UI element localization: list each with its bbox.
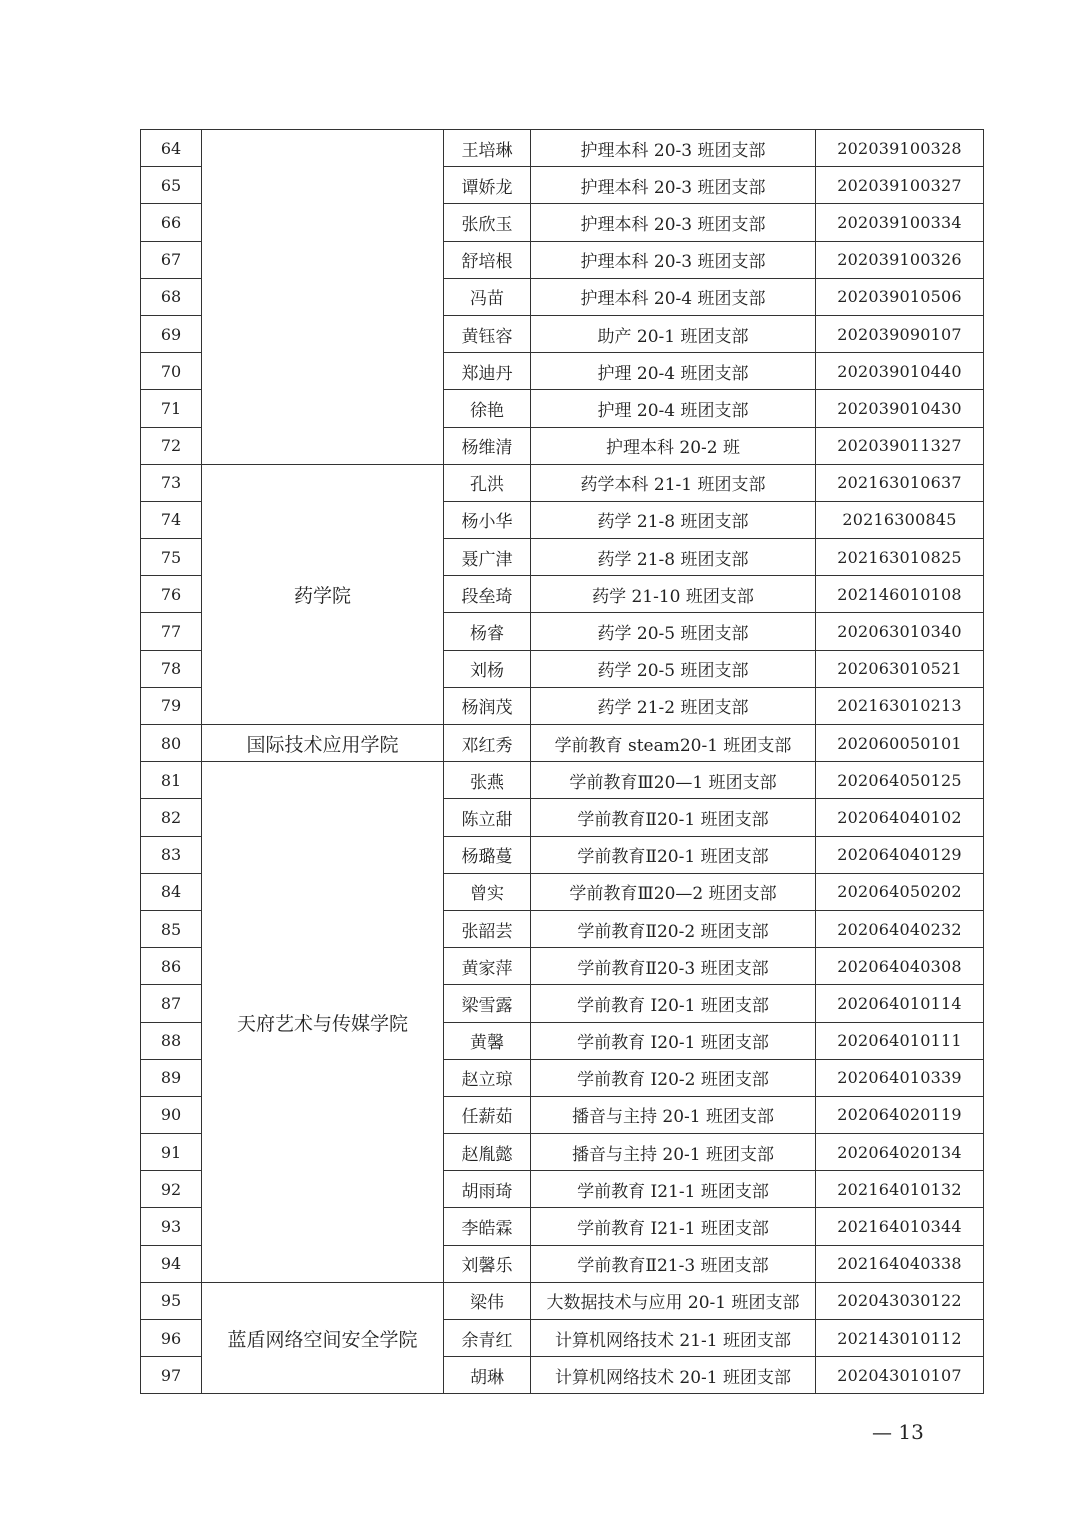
row-number-cell: 80 — [141, 725, 202, 762]
branch-cell: 计算机网络技术 21-1 班团支部 — [531, 1320, 816, 1357]
row-number-cell: 79 — [141, 687, 202, 724]
branch-cell: 护理本科 20-3 班团支部 — [531, 167, 816, 204]
branch-cell: 药学本科 21-1 班团支部 — [531, 464, 816, 501]
row-number-cell: 88 — [141, 1022, 202, 1059]
branch-cell: 学前教育 I21-1 班团支部 — [531, 1171, 816, 1208]
student-id-cell: 202043010107 — [816, 1357, 984, 1394]
branch-cell: 护理本科 20-3 班团支部 — [531, 130, 816, 167]
row-number-cell: 75 — [141, 539, 202, 576]
row-number-cell: 67 — [141, 241, 202, 278]
student-id-cell: 202164010132 — [816, 1171, 984, 1208]
branch-cell: 助产 20-1 班团支部 — [531, 315, 816, 352]
branch-cell: 学前教育Ⅱ20-1 班团支部 — [531, 836, 816, 873]
name-cell: 赵胤懿 — [444, 1134, 531, 1171]
name-cell: 胡雨琦 — [444, 1171, 531, 1208]
branch-cell: 护理 20-4 班团支部 — [531, 390, 816, 427]
row-number-cell: 94 — [141, 1245, 202, 1282]
name-cell: 郑迪丹 — [444, 353, 531, 390]
student-id-cell: 202063010521 — [816, 650, 984, 687]
student-id-cell: 202064020134 — [816, 1134, 984, 1171]
branch-cell: 护理 20-4 班团支部 — [531, 353, 816, 390]
student-id-cell: 202064050202 — [816, 873, 984, 910]
row-number-cell: 66 — [141, 204, 202, 241]
row-number-cell: 97 — [141, 1357, 202, 1394]
branch-cell: 学前教育Ⅱ20-3 班团支部 — [531, 948, 816, 985]
row-number-cell: 73 — [141, 464, 202, 501]
page-number: — 13 — [872, 1420, 924, 1444]
name-cell: 杨润茂 — [444, 687, 531, 724]
branch-cell: 播音与主持 20-1 班团支部 — [531, 1134, 816, 1171]
name-cell: 梁伟 — [444, 1282, 531, 1319]
branch-cell: 药学 20-5 班团支部 — [531, 650, 816, 687]
branch-cell: 药学 21-10 班团支部 — [531, 576, 816, 613]
name-cell: 黄家萍 — [444, 948, 531, 985]
name-cell: 孔洪 — [444, 464, 531, 501]
name-cell: 杨睿 — [444, 613, 531, 650]
branch-cell: 护理本科 20-3 班团支部 — [531, 241, 816, 278]
student-id-cell: 202163010637 — [816, 464, 984, 501]
name-cell: 张韶芸 — [444, 910, 531, 947]
table-row — [141, 130, 984, 167]
row-number-cell: 76 — [141, 576, 202, 613]
student-id-cell: 202146010108 — [816, 576, 984, 613]
row-number-cell: 89 — [141, 1059, 202, 1096]
name-cell: 杨璐蔓 — [444, 836, 531, 873]
row-number-cell: 71 — [141, 390, 202, 427]
name-cell: 刘杨 — [444, 650, 531, 687]
student-id-cell: 202163010825 — [816, 539, 984, 576]
name-cell: 黄馨 — [444, 1022, 531, 1059]
student-id-cell: 202039090107 — [816, 315, 984, 352]
branch-cell: 药学 21-8 班团支部 — [531, 539, 816, 576]
branch-cell: 护理本科 20-2 班 — [531, 427, 816, 464]
branch-cell: 计算机网络技术 20-1 班团支部 — [531, 1357, 816, 1394]
branch-cell: 学前教育Ⅲ20—2 班团支部 — [531, 873, 816, 910]
branch-cell: 学前教育 I20-1 班团支部 — [531, 1022, 816, 1059]
name-cell: 杨小华 — [444, 501, 531, 538]
college-cell: 天府艺术与传媒学院 — [202, 762, 444, 1283]
name-cell: 曾实 — [444, 873, 531, 910]
student-id-cell: 202064040129 — [816, 836, 984, 873]
student-id-cell: 202064040102 — [816, 799, 984, 836]
row-number-cell: 69 — [141, 315, 202, 352]
college-cell — [202, 130, 444, 465]
branch-cell: 护理本科 20-4 班团支部 — [531, 278, 816, 315]
row-number-cell: 91 — [141, 1134, 202, 1171]
row-number-cell: 93 — [141, 1208, 202, 1245]
name-cell: 刘馨乐 — [444, 1245, 531, 1282]
student-id-cell: 202164040338 — [816, 1245, 984, 1282]
student-id-cell: 202063010340 — [816, 613, 984, 650]
table-row — [141, 1282, 984, 1319]
student-id-cell: 202064010114 — [816, 985, 984, 1022]
name-cell: 段垒琦 — [444, 576, 531, 613]
student-id-cell: 202064040308 — [816, 948, 984, 985]
branch-cell: 学前教育Ⅲ20—1 班团支部 — [531, 762, 816, 799]
student-id-cell: 202039010430 — [816, 390, 984, 427]
row-number-cell: 64 — [141, 130, 202, 167]
row-number-cell: 95 — [141, 1282, 202, 1319]
student-id-cell: 202039010440 — [816, 353, 984, 390]
name-cell: 谭娇龙 — [444, 167, 531, 204]
name-cell: 舒培根 — [444, 241, 531, 278]
student-id-cell: 202064020119 — [816, 1096, 984, 1133]
table-row — [141, 762, 984, 799]
name-cell: 杨维清 — [444, 427, 531, 464]
name-cell: 聂广津 — [444, 539, 531, 576]
branch-cell: 播音与主持 20-1 班团支部 — [531, 1096, 816, 1133]
name-cell: 王培琳 — [444, 130, 531, 167]
row-number-cell: 85 — [141, 910, 202, 947]
name-cell: 徐艳 — [444, 390, 531, 427]
row-number-cell: 90 — [141, 1096, 202, 1133]
branch-cell: 药学 21-2 班团支部 — [531, 687, 816, 724]
branch-cell: 学前教育Ⅱ20-2 班团支部 — [531, 910, 816, 947]
student-id-cell: 202039011327 — [816, 427, 984, 464]
name-cell: 余青红 — [444, 1320, 531, 1357]
table-row — [141, 725, 984, 762]
student-id-cell: 202039100328 — [816, 130, 984, 167]
branch-cell: 学前教育 I20-2 班团支部 — [531, 1059, 816, 1096]
student-id-cell: 202043030122 — [816, 1282, 984, 1319]
branch-cell: 学前教育 steam20-1 班团支部 — [531, 725, 816, 762]
row-number-cell: 70 — [141, 353, 202, 390]
name-cell: 黄钰容 — [444, 315, 531, 352]
name-cell: 张燕 — [444, 762, 531, 799]
branch-cell: 药学 21-8 班团支部 — [531, 501, 816, 538]
branch-cell: 护理本科 20-3 班团支部 — [531, 204, 816, 241]
name-cell: 冯苗 — [444, 278, 531, 315]
college-cell: 药学院 — [202, 464, 444, 724]
row-number-cell: 84 — [141, 873, 202, 910]
branch-cell: 药学 20-5 班团支部 — [531, 613, 816, 650]
student-id-cell: 202039100327 — [816, 167, 984, 204]
student-id-cell: 202064010339 — [816, 1059, 984, 1096]
row-number-cell: 77 — [141, 613, 202, 650]
name-cell: 任薪茹 — [444, 1096, 531, 1133]
name-cell: 梁雪露 — [444, 985, 531, 1022]
student-id-cell: 20216300845 — [816, 501, 984, 538]
college-cell: 蓝盾网络空间安全学院 — [202, 1282, 444, 1394]
branch-cell: 学前教育 I20-1 班团支部 — [531, 985, 816, 1022]
student-id-cell: 202064040232 — [816, 910, 984, 947]
name-cell: 张欣玉 — [444, 204, 531, 241]
row-number-cell: 65 — [141, 167, 202, 204]
row-number-cell: 74 — [141, 501, 202, 538]
row-number-cell: 78 — [141, 650, 202, 687]
row-number-cell: 87 — [141, 985, 202, 1022]
row-number-cell: 68 — [141, 278, 202, 315]
student-id-cell: 202039010506 — [816, 278, 984, 315]
row-number-cell: 86 — [141, 948, 202, 985]
branch-cell: 学前教育Ⅱ21-3 班团支部 — [531, 1245, 816, 1282]
table-row — [141, 464, 984, 501]
student-id-cell: 202064050125 — [816, 762, 984, 799]
student-id-cell: 202060050101 — [816, 725, 984, 762]
row-number-cell: 81 — [141, 762, 202, 799]
row-number-cell: 96 — [141, 1320, 202, 1357]
student-id-cell: 202164010344 — [816, 1208, 984, 1245]
student-id-cell: 202143010112 — [816, 1320, 984, 1357]
student-id-cell: 202039100326 — [816, 241, 984, 278]
branch-cell: 学前教育Ⅱ20-1 班团支部 — [531, 799, 816, 836]
college-cell: 国际技术应用学院 — [202, 725, 444, 762]
row-number-cell: 72 — [141, 427, 202, 464]
name-cell: 李皓霖 — [444, 1208, 531, 1245]
member-table-body — [141, 130, 984, 1394]
student-id-cell: 202039100334 — [816, 204, 984, 241]
name-cell: 胡琳 — [444, 1357, 531, 1394]
row-number-cell: 92 — [141, 1171, 202, 1208]
name-cell: 赵立琼 — [444, 1059, 531, 1096]
branch-cell: 学前教育 I21-1 班团支部 — [531, 1208, 816, 1245]
student-id-cell: 202064010111 — [816, 1022, 984, 1059]
name-cell: 邓红秀 — [444, 725, 531, 762]
name-cell: 陈立甜 — [444, 799, 531, 836]
member-table — [140, 129, 984, 1394]
student-id-cell: 202163010213 — [816, 687, 984, 724]
row-number-cell: 83 — [141, 836, 202, 873]
branch-cell: 大数据技术与应用 20-1 班团支部 — [531, 1282, 816, 1319]
row-number-cell: 82 — [141, 799, 202, 836]
